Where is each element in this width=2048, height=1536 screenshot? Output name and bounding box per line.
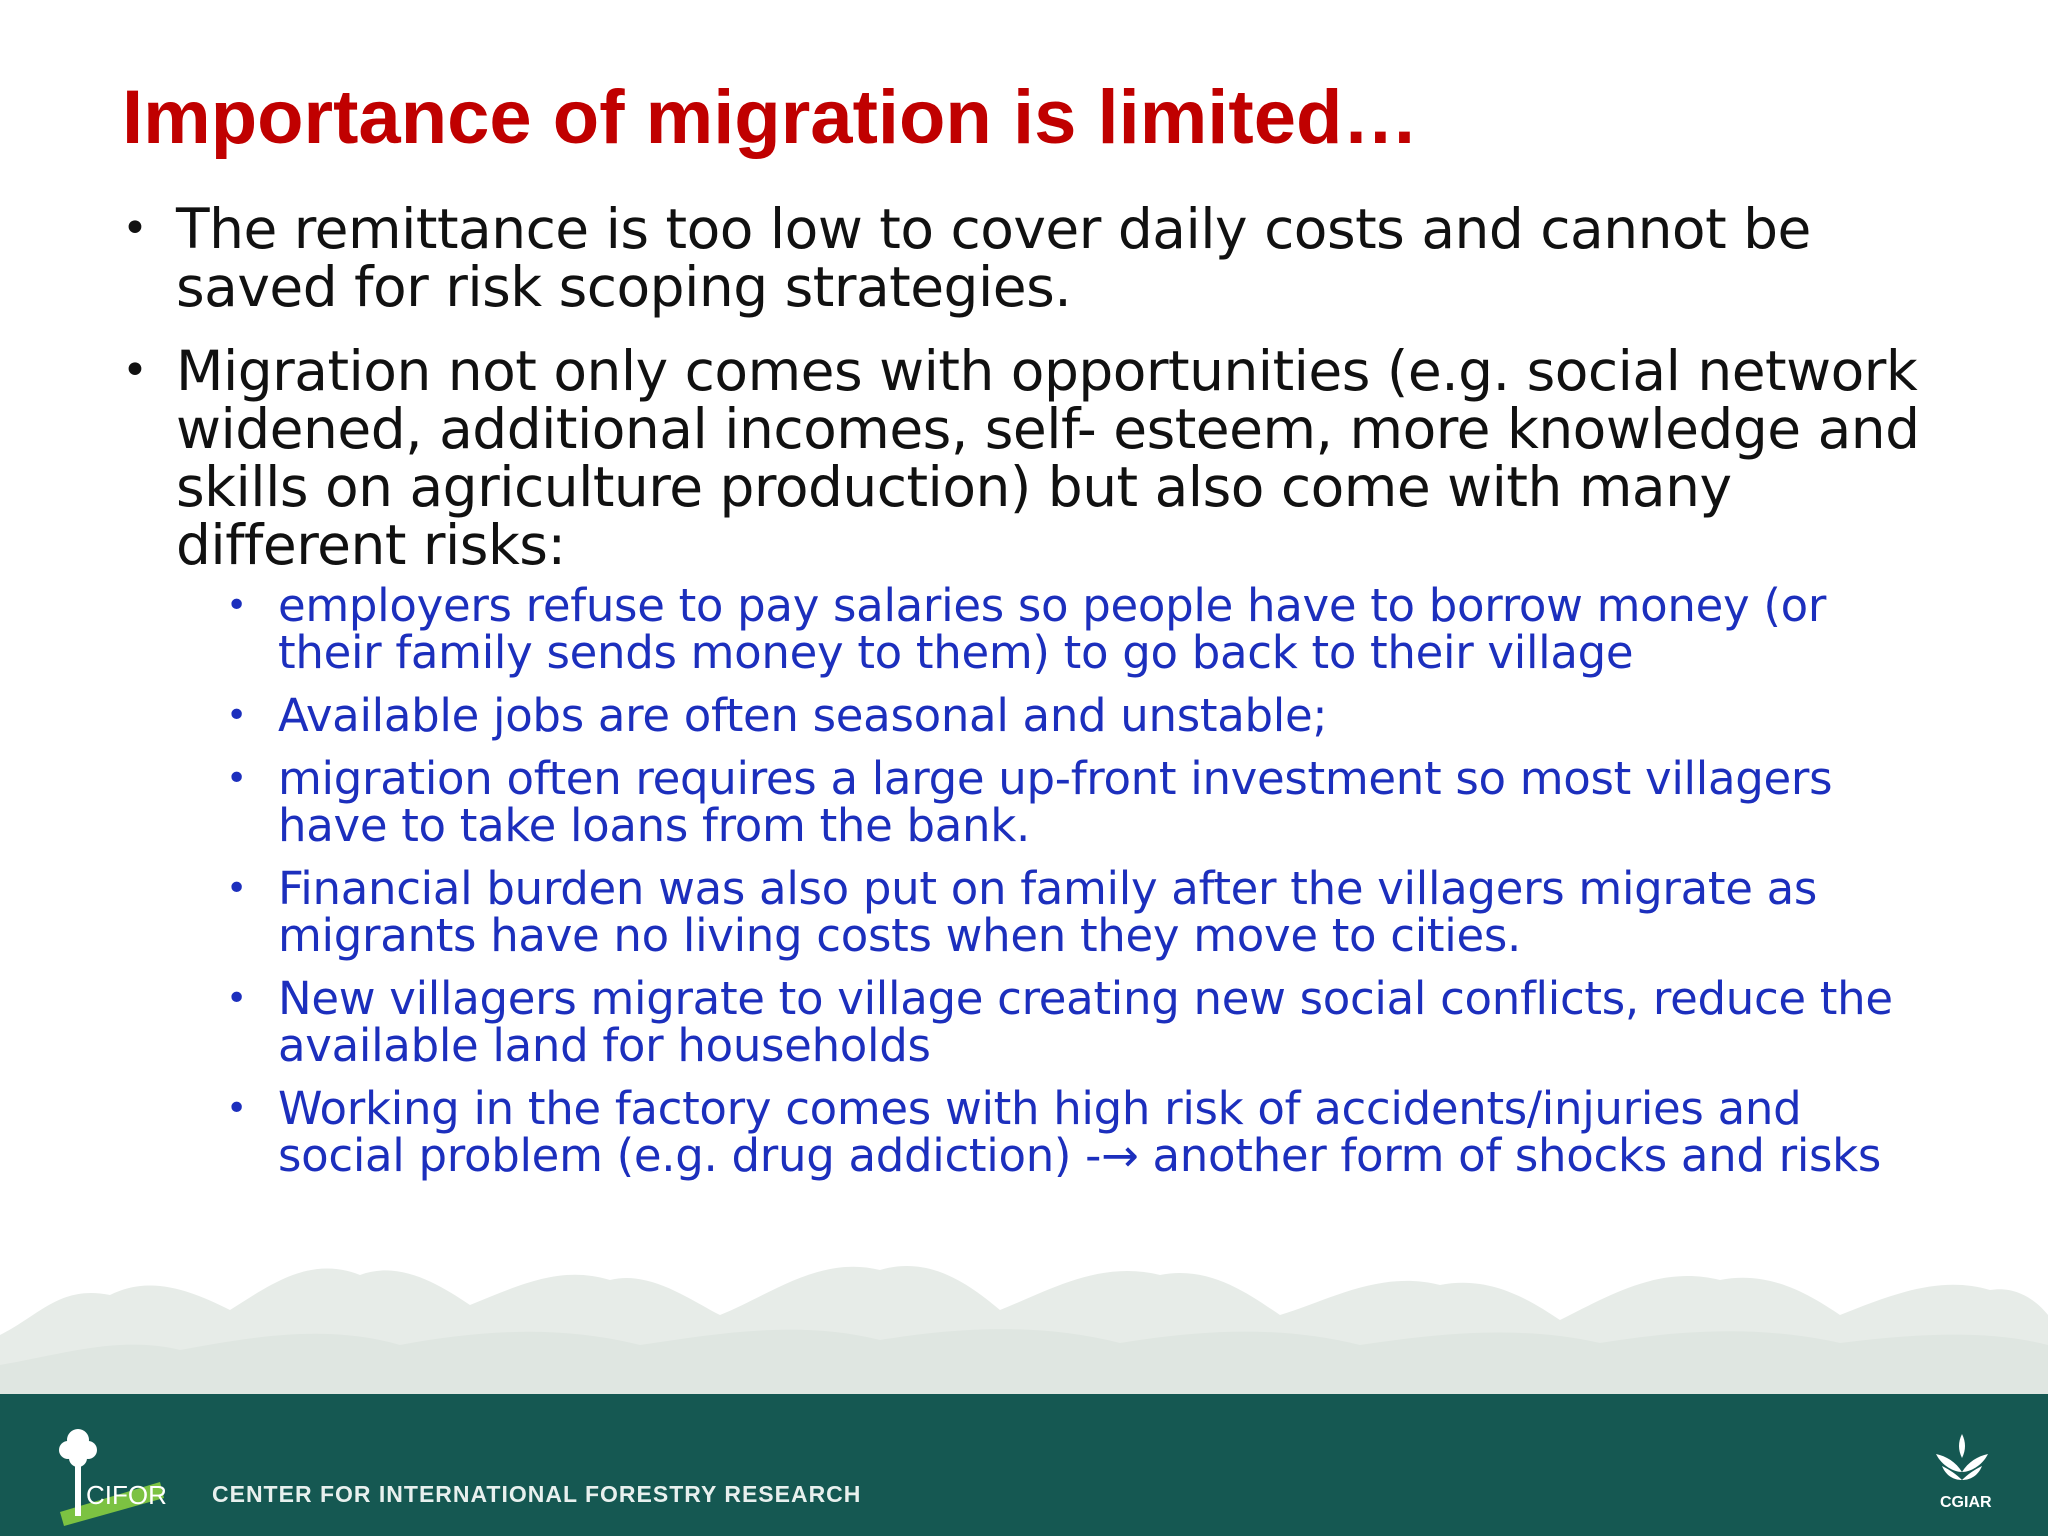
bullet-dot-icon: • <box>226 758 247 799</box>
sub-bullet-item <box>222 862 1920 962</box>
sub-bullet-text: migration often requires a large up-front investment so most villagers have to take loans from the bank. <box>278 752 1833 852</box>
sub-bullet-text: Available jobs are often seasonal and unstable; <box>278 689 1328 742</box>
bullet-item <box>120 339 1920 1182</box>
bullet-dot-icon: • <box>226 585 247 626</box>
cgiar-logo-icon <box>1930 1432 1994 1482</box>
sub-bullet-text: Financial burden was also put on family after the villagers migrate as migrants have no living costs when they move to cities. <box>278 862 1818 962</box>
bullet-text: The remittance is too low to cover daily costs and cannot be saved for risk scoping strategies. <box>176 197 1811 319</box>
tree-silhouette-background <box>0 1215 2048 1395</box>
slide-content <box>120 197 1920 1205</box>
sub-bullet-text: Working in the factory comes with high risk of accidents/injuries and social problem (e.g. drug addiction) -→ another form of shocks and risks <box>278 1082 1882 1182</box>
bullet-item <box>120 197 1920 319</box>
organization-name: CENTER FOR INTERNATIONAL FORESTRY RESEARCH <box>212 1481 862 1507</box>
bullet-list <box>120 197 1920 1182</box>
bullet-text: Migration not only comes with opportunities (e.g. social network widened, additional incomes, self- esteem, more knowledge and skills on agriculture production) but also come with many different risks: <box>176 339 1920 577</box>
sub-bullet-text: New villagers migrate to village creating new social conflicts, reduce the available land for households <box>278 972 1893 1072</box>
sub-bullet-text: employers refuse to pay salaries so people have to borrow money (or their family sends money to them) to go back to their village <box>278 579 1827 679</box>
sub-bullet-item <box>222 579 1920 679</box>
bullet-dot-icon: • <box>122 345 148 396</box>
cgiar-logo-text: CGIAR <box>1940 1494 1992 1511</box>
bullet-dot-icon: • <box>226 978 247 1019</box>
sub-bullet-item <box>222 689 1920 742</box>
cifor-tree-logo-icon <box>52 1420 172 1530</box>
slide-title: Importance of migration is limited… <box>122 75 1419 160</box>
bullet-dot-icon: • <box>226 868 247 909</box>
cifor-logo-text: CIFOR <box>86 1480 167 1510</box>
sub-bullet-item <box>222 972 1920 1072</box>
sub-bullet-list <box>176 579 1920 1182</box>
sub-bullet-item <box>222 752 1920 852</box>
bullet-dot-icon: • <box>226 1088 247 1129</box>
bullet-dot-icon: • <box>122 203 148 254</box>
bullet-dot-icon: • <box>226 695 247 736</box>
footer-bar <box>0 1394 2048 1536</box>
sub-bullet-item <box>222 1082 1920 1182</box>
